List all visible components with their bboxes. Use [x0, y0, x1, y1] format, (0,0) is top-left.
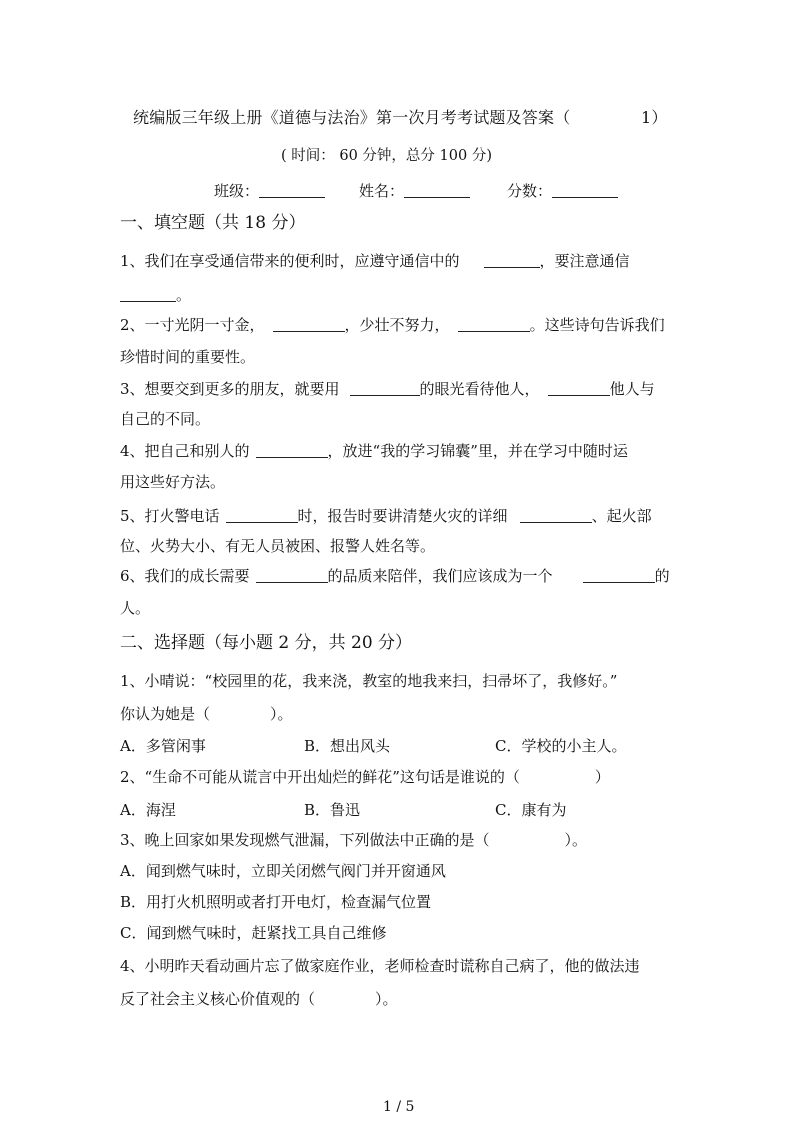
fill-question-3-cont: 自己的不同。 — [120, 410, 211, 428]
class-field: 班级： — [214, 180, 325, 202]
class-blank[interactable] — [259, 181, 325, 198]
choice-1-option-b[interactable]: B．想出风头 — [304, 737, 391, 755]
choice-question-1-cont: 你认为她是（ ）。 — [120, 705, 293, 723]
name-blank[interactable] — [404, 181, 470, 198]
answer-blank[interactable] — [226, 506, 298, 523]
exam-title — [133, 107, 668, 129]
fill-question-4: 4、把自己和别人的 ，放进“我的学习锦囊”里，并在学习中随时运 — [120, 442, 628, 460]
section2-heading: 二、选择题（每小题 2 分，共 20 分） — [120, 633, 413, 653]
choice-3-option-b[interactable]: B．用打火机照明或者打开电灯，检查漏气位置 — [120, 893, 432, 911]
fill-question-5: 5、打火警电话 时，报告时要讲清楚火灾的详细 、起火部 — [120, 507, 652, 525]
name-field: 姓名： — [359, 180, 470, 202]
choice-question-2: 2、“生命不可能从谎言中开出灿烂的鲜花”这句话是谁说的（ ） — [120, 768, 610, 786]
fill-question-1-cont: 。 — [120, 284, 191, 306]
answer-blank[interactable] — [256, 441, 328, 458]
score-field: 分数： — [507, 180, 618, 202]
fill-question-2: 2、一寸光阴一寸金， ，少壮不努力， 。这些诗句告诉我们 — [120, 316, 665, 334]
choice-question-4: 4、小明昨天看动画片忘了做家庭作业，老师检查时谎称自己病了，他的做法违 — [120, 957, 640, 975]
title-number: 1） — [641, 108, 668, 127]
choice-3-option-a[interactable]: A．闻到燃气味时，立即关闭燃气阀门并开窗通风 — [120, 862, 446, 880]
choice-2-option-a[interactable]: A．海涅 — [120, 801, 176, 819]
section1-heading: 一、填空题（共 18 分） — [120, 213, 306, 233]
exam-subtitle: ( 时间： 60 分钟，总分 100 分) — [281, 148, 492, 164]
answer-blank[interactable] — [120, 285, 176, 302]
answer-blank[interactable] — [350, 379, 420, 396]
answer-blank[interactable] — [583, 566, 655, 583]
fill-question-1: 1、我们在享受通信带来的便利时，应遵守通信中的 ，要注意通信 — [120, 252, 630, 270]
answer-blank[interactable] — [548, 379, 610, 396]
choice-question-1: 1、小晴说：“校园里的花，我来浇，教室的地我来扫，扫帚坏了，我修好。” — [120, 672, 618, 690]
score-blank[interactable] — [552, 181, 618, 198]
choice-3-option-c[interactable]: C．闻到燃气味时，赶紧找工具自己维修 — [120, 924, 387, 942]
answer-blank[interactable] — [273, 315, 345, 332]
fill-question-6: 6、我们的成长需要 的品质来陪伴，我们应该成为一个 的 — [120, 567, 670, 585]
fill-question-6-cont: 人。 — [120, 599, 151, 617]
choice-question-3: 3、晚上回家如果发现燃气泄漏，下列做法中正确的是（ ）。 — [120, 831, 588, 849]
page-number: 1 / 5 — [383, 1099, 415, 1115]
choice-2-option-c[interactable]: C．康有为 — [495, 801, 567, 819]
fill-question-2-cont: 珍惜时间的重要性。 — [120, 348, 256, 366]
choice-question-4-cont: 反了社会主义核心价值观的（ ）。 — [120, 990, 398, 1008]
answer-blank[interactable] — [256, 566, 328, 583]
fill-question-4-cont: 用这些好方法。 — [120, 473, 226, 491]
choice-1-option-c[interactable]: C．学校的小主人。 — [495, 737, 627, 755]
answer-blank[interactable] — [484, 251, 540, 268]
answer-blank[interactable] — [458, 315, 530, 332]
fill-question-3: 3、想要交到更多的朋友，就要用 的眼光看待他人， 他人与 — [120, 380, 655, 398]
title-text: 统编版三年级上册《道德与法治》第一次月考考试题及答案（ — [133, 108, 571, 127]
answer-blank[interactable] — [520, 506, 592, 523]
fill-question-5-cont: 位、火势大小、有无人员被困、报警人姓名等。 — [120, 537, 436, 555]
choice-2-option-b[interactable]: B．鲁迅 — [304, 801, 361, 819]
choice-1-option-a[interactable]: A．多管闲事 — [120, 737, 206, 755]
